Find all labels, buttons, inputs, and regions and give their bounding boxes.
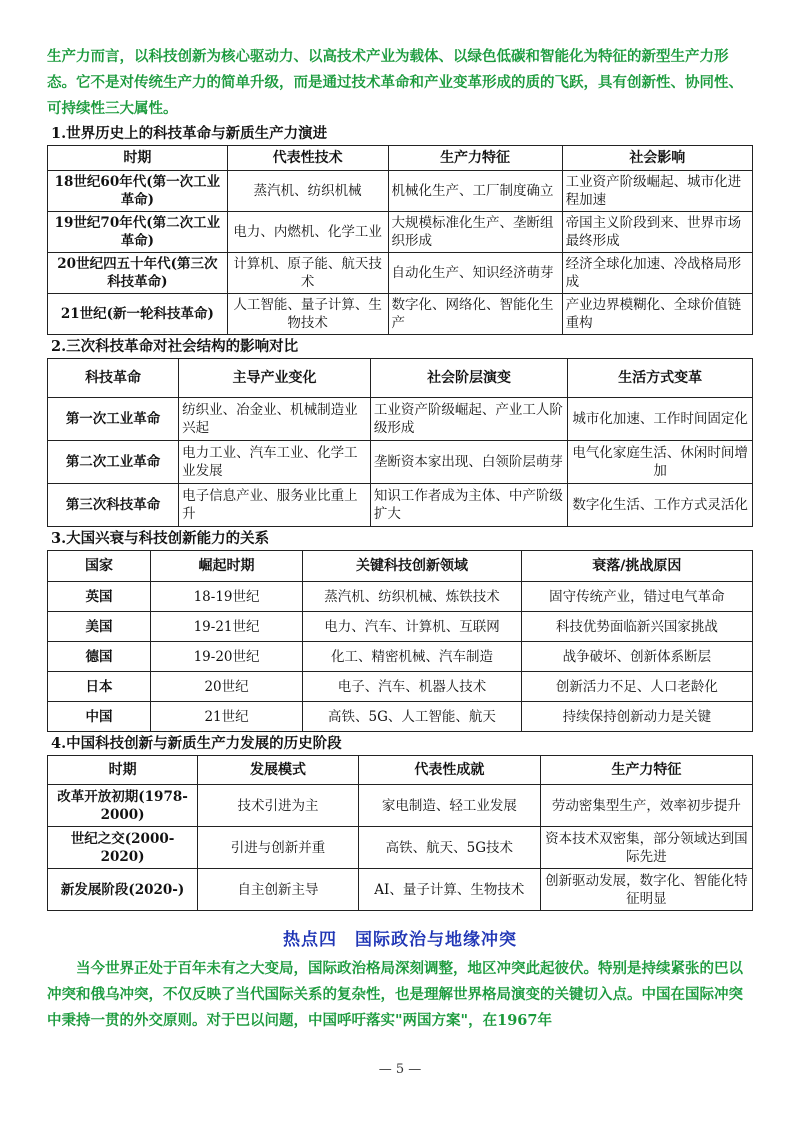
page-number: — 5 —: [378, 1062, 422, 1077]
header-cell: 社会阶层演变: [370, 359, 567, 398]
china-stages-table: [47, 755, 753, 911]
table-cell: 家电制造、轻工业发展: [358, 785, 540, 827]
table-cell: 工业资产阶级崛起、城市化进程加速: [562, 171, 752, 212]
header-cell: 代表性技术: [227, 146, 388, 171]
section-1-title: 1.世界历史上的科技革命与新质生产力演进: [51, 125, 328, 142]
table-cell: 20世纪: [150, 672, 302, 702]
table-cell: 工业资产阶级崛起、产业工人阶级形成: [370, 398, 567, 441]
table-cell: 经济全球化加速、冷战格局形成: [562, 253, 752, 294]
header-cell: 关键科技创新领域: [303, 551, 522, 582]
table-cell: 21世纪: [150, 702, 302, 732]
header-cell: 生活方式变革: [568, 359, 753, 398]
table-row: [48, 253, 753, 294]
table-cell: 固守传统产业，错过电气革命: [521, 582, 752, 612]
table-cell: 大规模标准化生产、垄断组织形成: [388, 212, 562, 253]
table-cell: 帝国主义阶段到来、世界市场最终形成: [562, 212, 752, 253]
outro-paragraph: 当今世界正处于百年未有之大变局，国际政治格局深刻调整，地区冲突此起彼伏。特别是持续紧张的巴以冲突和俄乌冲突，不仅反映了当代国际关系的复杂性，也是理解世界格局演变的关键切入点。中国在国际冲突中秉持一贯的外交原则。对于巴以问题，中国呼吁落实"两国方案"，在1967年: [47, 960, 743, 1029]
table-cell: 科技优势面临新兴国家挑战: [521, 612, 752, 642]
table-row: [48, 702, 753, 732]
great-powers-table: [47, 550, 753, 732]
table-cell: 德国: [48, 642, 151, 672]
hotspot-title: 国际政治与地缘冲突: [355, 930, 517, 950]
table-cell: 18世纪60年代(第一次工业革命): [48, 171, 228, 212]
table-cell: 第二次工业革命: [48, 441, 179, 484]
intro-paragraph: 生产力而言，以科技创新为核心驱动力、以高技术产业为载体、以绿色低碳和智能化为特征的新型生产力形态。它不是对传统生产力的简单升级，而是通过技术革命和产业变革形成的质的飞跃，具有创新性、协同性、可持续性三大属性。: [47, 48, 743, 117]
table-cell: 知识工作者成为主体、中产阶级扩大: [370, 484, 567, 527]
table-cell: 资本技术双密集，部分领域达到国际先进: [540, 827, 752, 869]
table-cell: 城市化加速、工作时间固定化: [568, 398, 753, 441]
table-cell: 电力、内燃机、化学工业: [227, 212, 388, 253]
table-cell: 机械化生产、工厂制度确立: [388, 171, 562, 212]
table-cell: 改革开放初期(1978-2000): [48, 785, 198, 827]
header-cell: 主导产业变化: [179, 359, 371, 398]
table-header-row: [48, 146, 753, 171]
table-cell: 英国: [48, 582, 151, 612]
social-structure-table: [47, 358, 753, 527]
table-cell: 电气化家庭生活、休闲时间增加: [568, 441, 753, 484]
table-row: [48, 827, 753, 869]
table-cell: 高铁、5G、人工智能、航天: [303, 702, 522, 732]
table-header-row: [48, 756, 753, 785]
tech-revolution-table: [47, 145, 753, 335]
table-cell: 产业边界模糊化、全球价值链重构: [562, 294, 752, 335]
header-cell: 发展模式: [198, 756, 359, 785]
table-cell: 19-21世纪: [150, 612, 302, 642]
table-cell: 21世纪(新一轮科技革命): [48, 294, 228, 335]
table-row: [48, 212, 753, 253]
table-cell: 劳动密集型生产，效率初步提升: [540, 785, 752, 827]
table-cell: 第三次科技革命: [48, 484, 179, 527]
table-cell: 电子信息产业、服务业比重上升: [179, 484, 371, 527]
table-cell: 18-19世纪: [150, 582, 302, 612]
table-header-row: [48, 359, 753, 398]
table-row: [48, 612, 753, 642]
table-cell: 创新驱动发展，数字化、智能化特征明显: [540, 869, 752, 911]
table-cell: 第一次工业革命: [48, 398, 179, 441]
table-cell: AI、量子计算、生物技术: [358, 869, 540, 911]
header-cell: 时期: [48, 756, 198, 785]
table-cell: 19-20世纪: [150, 642, 302, 672]
table-cell: 计算机、原子能、航天技术: [227, 253, 388, 294]
header-cell: 时期: [48, 146, 228, 171]
table-cell: 高铁、航天、5G技术: [358, 827, 540, 869]
header-cell: 代表性成就: [358, 756, 540, 785]
section-2-title: 2.三次科技革命对社会结构的影响对比: [51, 338, 299, 355]
table-cell: 电子、汽车、机器人技术: [303, 672, 522, 702]
table-row: [48, 672, 753, 702]
hotspot-heading: [47, 925, 753, 950]
table-cell: 纺织业、冶金业、机械制造业兴起: [179, 398, 371, 441]
table-row: [48, 441, 753, 484]
table-cell: 自动化生产、知识经济萌芽: [388, 253, 562, 294]
table-cell: 19世纪70年代(第二次工业革命): [48, 212, 228, 253]
table-row: [48, 582, 753, 612]
header-cell: 社会影响: [562, 146, 752, 171]
section-3-title: 3.大国兴衰与科技创新能力的关系: [51, 530, 270, 547]
table-cell: 电力、汽车、计算机、互联网: [303, 612, 522, 642]
header-cell: 国家: [48, 551, 151, 582]
table-cell: 中国: [48, 702, 151, 732]
table-cell: 化工、精密机械、汽车制造: [303, 642, 522, 672]
header-cell: 生产力特征: [388, 146, 562, 171]
page-content: [47, 44, 753, 1034]
section-4-title: 4.中国科技创新与新质生产力发展的历史阶段: [51, 735, 342, 752]
table-cell: 技术引进为主: [198, 785, 359, 827]
header-cell: 生产力特征: [540, 756, 752, 785]
table-header-row: [48, 551, 753, 582]
table-cell: 持续保持创新动力是关键: [521, 702, 752, 732]
table-cell: 数字化、网络化、智能化生产: [388, 294, 562, 335]
table-cell: 日本: [48, 672, 151, 702]
table-row: [48, 869, 753, 911]
hotspot-label: 热点四: [283, 930, 337, 950]
header-cell: 崛起时期: [150, 551, 302, 582]
table-row: [48, 294, 753, 335]
table-cell: 创新活力不足、人口老龄化: [521, 672, 752, 702]
table-cell: 垄断资本家出现、白领阶层萌芽: [370, 441, 567, 484]
table-cell: 电力工业、汽车工业、化学工业发展: [179, 441, 371, 484]
table-cell: 20世纪四五十年代(第三次科技革命): [48, 253, 228, 294]
header-cell: 科技革命: [48, 359, 179, 398]
table-cell: 世纪之交(2000-2020): [48, 827, 198, 869]
table-cell: 引进与创新并重: [198, 827, 359, 869]
table-row: [48, 398, 753, 441]
header-cell: 衰落/挑战原因: [521, 551, 752, 582]
table-cell: 蒸汽机、纺织机械、炼铁技术: [303, 582, 522, 612]
table-row: [48, 785, 753, 827]
table-cell: 新发展阶段(2020-): [48, 869, 198, 911]
table-cell: 蒸汽机、纺织机械: [227, 171, 388, 212]
table-row: [48, 642, 753, 672]
table-cell: 数字化生活、工作方式灵活化: [568, 484, 753, 527]
table-row: [48, 171, 753, 212]
table-cell: 人工智能、量子计算、生物技术: [227, 294, 388, 335]
table-cell: 自主创新主导: [198, 869, 359, 911]
table-cell: 战争破坏、创新体系断层: [521, 642, 752, 672]
table-cell: 美国: [48, 612, 151, 642]
table-row: [48, 484, 753, 527]
